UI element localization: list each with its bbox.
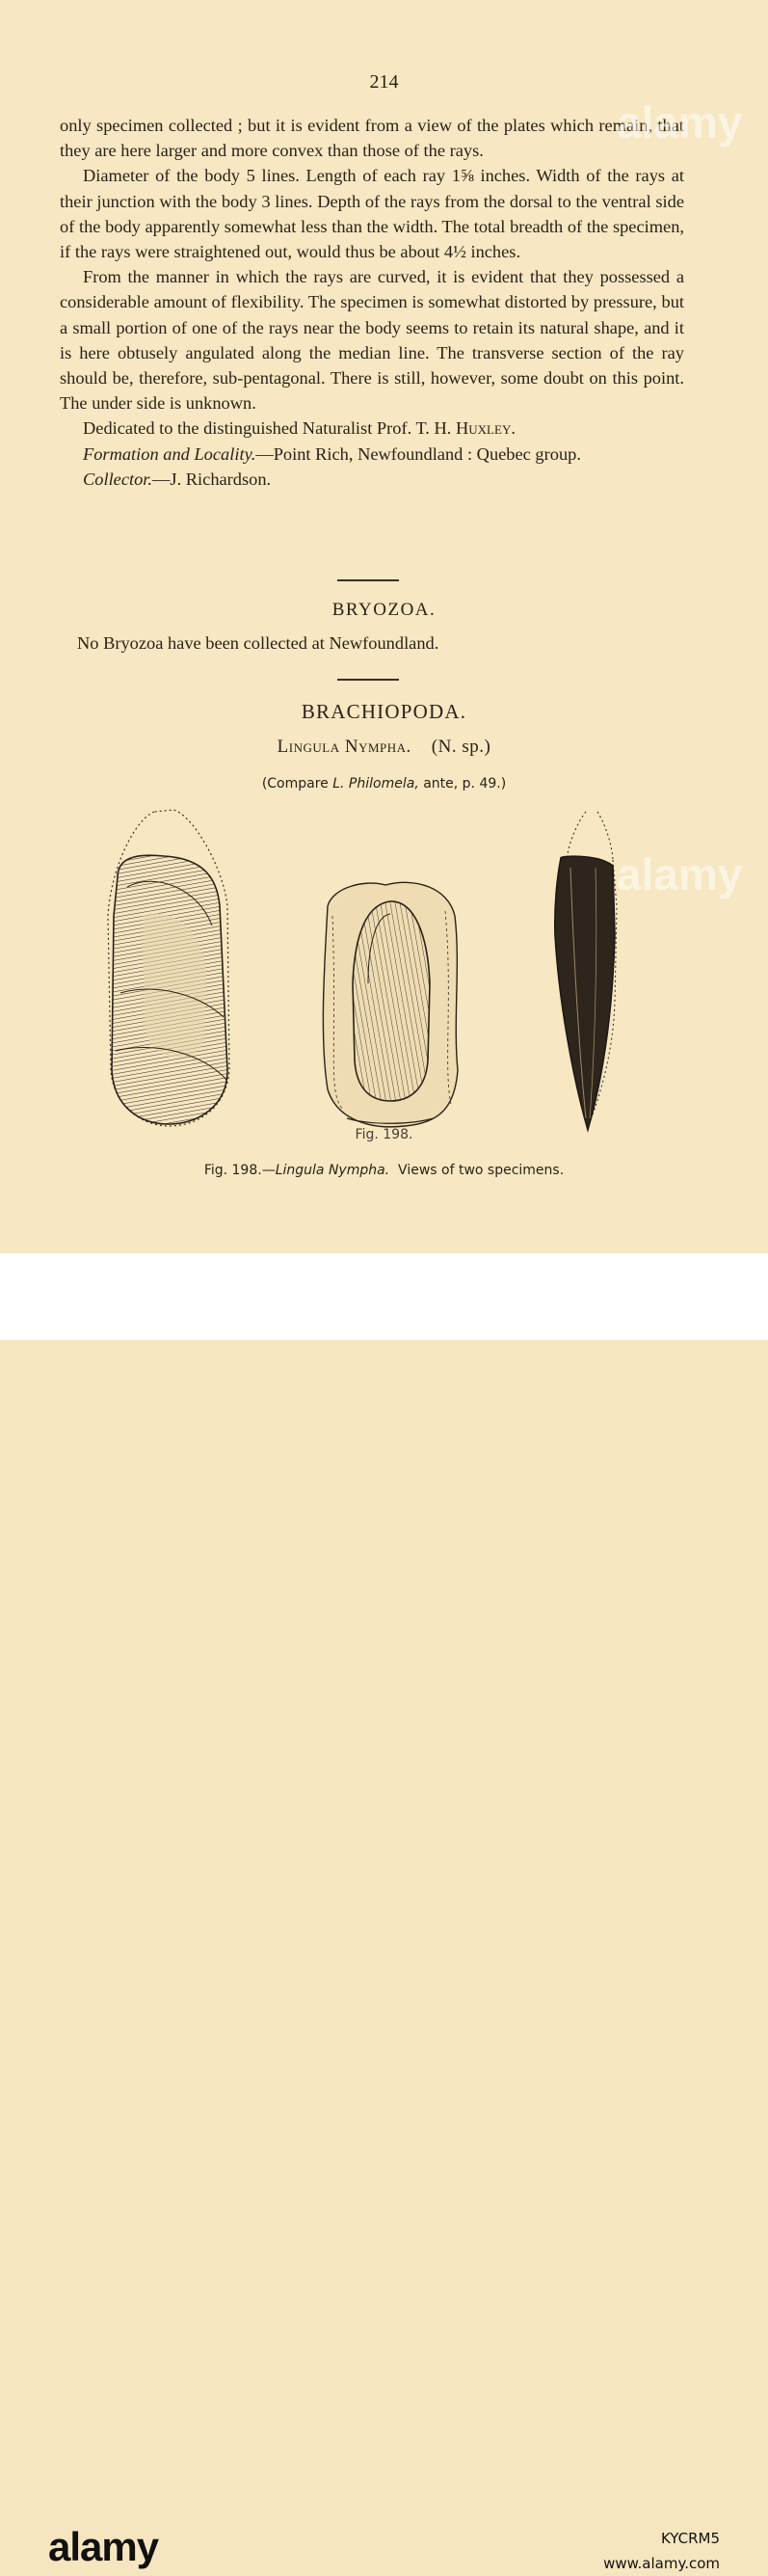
bryozoa-note: No Bryozoa have been collected at Newfoundland. [77,633,439,653]
section-heading-brachiopoda: BRACHIOPODA. [301,700,467,723]
alamy-logo: alamy [48,2524,159,2569]
collector-label: Collector. [83,469,153,489]
compare-suffix: ante, p. 49.) [423,776,507,792]
species-note: (N. sp.) [431,737,491,757]
species-name: Lingula Nympha. [277,737,411,757]
formation-line [60,442,684,467]
collector-text: —J. Richardson. [152,469,272,489]
dedication-name: Huxley. [456,418,516,439]
paragraph-1: only specimen collected ; but it is evident from a view of the plates which remain, that they are here larger and more convex than those of the rays. [60,116,684,161]
compare-prefix: (Compare [261,776,329,792]
species-heading [0,737,768,758]
specimen-middle-interior [323,882,458,1126]
formation-text: —Point Rich, Newfoundland : Quebec group. [255,443,581,464]
compare-note [0,776,768,792]
page-number: 214 [369,71,399,93]
figure-caption [0,1163,768,1178]
compare-species: L. Philomela, [332,776,419,792]
paragraph-2: Diameter of the body 5 lines. Length of each ray 1⅝ inches. Width of the rays at their junction with the body 3 lines. Depth of the rays from the dorsal to the ventral side of the body apparently somewhat less than the width. The total breadth of the specimen, if the rays were straightened out, would thus be about 4½ inches. [60,166,684,262]
image-credit [603,2526,720,2576]
dedication-line [60,416,684,441]
dedication-prefix: Dedicated to the distinguished Naturalist Prof. T. H. [83,418,452,439]
caption-suffix: Views of two specimens. [398,1163,565,1178]
formation-label: Formation and Locality. [83,443,256,464]
collector-line [60,467,684,492]
caption-species: Lingula Nympha. [275,1163,390,1178]
specimen-left-dorsal [108,810,229,1126]
body-text [60,113,684,492]
watermark-brand: alamy [617,849,743,899]
divider-rule [337,679,399,681]
watermark-brand: alamy [617,97,743,148]
section-heading-bryozoa: BRYOZOA. [331,600,437,620]
site-url: www.alamy.com [603,2555,720,2572]
caption-prefix: Fig. 198.— [203,1163,276,1178]
stock-footer [0,1253,768,2572]
paragraph-3: From the manner in which the rays are curved, it is evident that they possessed a considerable amount of flexibility. The specimen is somewhat distorted by pressure, but a small portion of one of the rays near the body seems to retain its natural shape, and it is here obtusely angulated along the median line. The transverse section of the ray should be, therefore, sub-pentagonal. There is still, however, some doubt on this point. The under side is unknown. [60,267,684,414]
book-page [0,0,768,1253]
divider-rule [337,579,399,581]
specimen-right-profile [555,812,617,1130]
image-id: KYCRM5 [660,2530,720,2547]
figure-label: Fig. 198. [355,1127,413,1142]
